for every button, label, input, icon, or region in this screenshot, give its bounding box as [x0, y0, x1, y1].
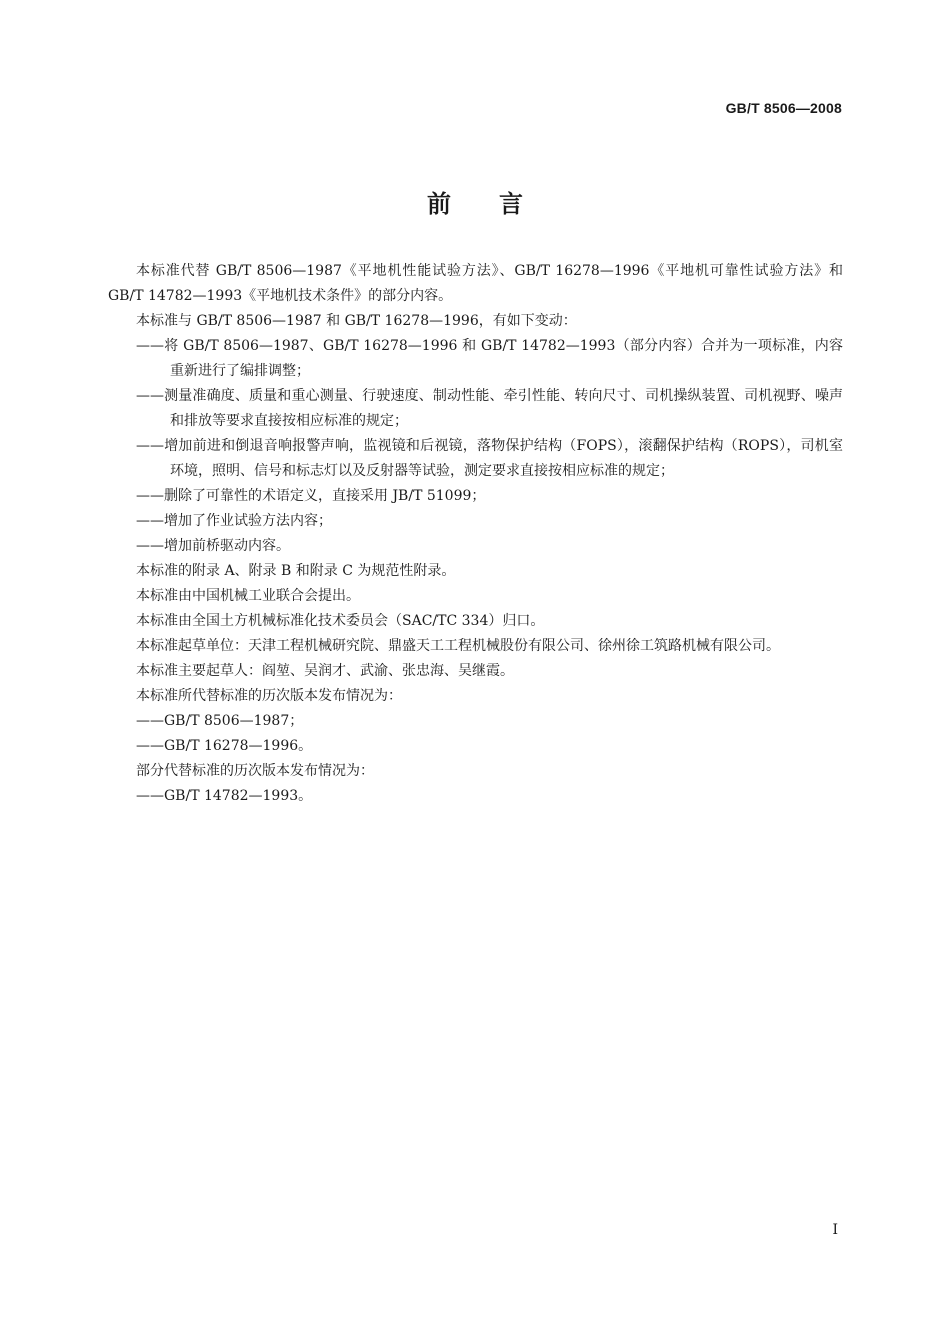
partially-replaced-version-item: ——GB/T 14782—1993。	[136, 788, 313, 804]
paragraph-replaced-history: 本标准所代替标准的历次版本发布情况为：	[136, 688, 402, 704]
standard-number-header: GB/T 8506—2008	[725, 100, 842, 116]
paragraph-drafting-units: 本标准起草单位：天津工程机械研究院、鼎盛天工工程机械股份有限公司、徐州徐工筑路机械有限公司。	[136, 638, 780, 654]
change-item: ——增加了作业试验方法内容；	[136, 513, 332, 529]
change-item: ——删除了可靠性的术语定义，直接采用 JB/T 51099；	[136, 488, 486, 504]
paragraph-partial-history: 部分代替标准的历次版本发布情况为：	[136, 763, 374, 779]
replaced-version-item: ——GB/T 8506—1987；	[136, 713, 304, 729]
change-item: ——测量准确度、质量和重心测量、行驶速度、制动性能、牵引性能、转向尺寸、司机操纵装置、司机视野、噪声和排放等要求直接按相应标准的规定；	[136, 388, 843, 429]
paragraph-drafters: 本标准主要起草人：阎堃、吴润才、武渝、张忠海、吴继霞。	[136, 663, 514, 679]
paragraph-annexes: 本标准的附录 A、附录 B 和附录 C 为规范性附录。	[136, 563, 456, 579]
page-number: I	[832, 1222, 838, 1238]
foreword-body	[108, 259, 843, 809]
replaced-version-item: ——GB/T 16278—1996。	[136, 738, 313, 754]
paragraph-proposer: 本标准由中国机械工业联合会提出。	[136, 588, 360, 604]
paragraph-replacement-statement: 本标准代替 GB/T 8506—1987《平地机性能试验方法》、GB/T 16278—1996《平地机可靠性试验方法》和 GB/T 14782—1993《平地机技术条件》的部分内容。	[108, 263, 843, 304]
paragraph-changes-intro: 本标准与 GB/T 8506—1987 和 GB/T 16278—1996，有如下变动：	[136, 313, 577, 329]
change-item: ——增加前进和倒退音响报警声响，监视镜和后视镜，落物保护结构（FOPS），滚翻保护结构（ROPS），司机室环境，照明、信号和标志灯以及反射器等试验，测定要求直接按相应标准的规定；	[136, 438, 843, 479]
page-title: 前言	[427, 190, 571, 218]
paragraph-committee: 本标准由全国土方机械标准化技术委员会（SAC/TC 334）归口。	[136, 613, 545, 629]
change-item: ——将 GB/T 8506—1987、GB/T 16278—1996 和 GB/T 14782—1993（部分内容）合并为一项标准，内容重新进行了编排调整；	[136, 338, 843, 379]
change-item: ——增加前桥驱动内容。	[136, 538, 290, 554]
